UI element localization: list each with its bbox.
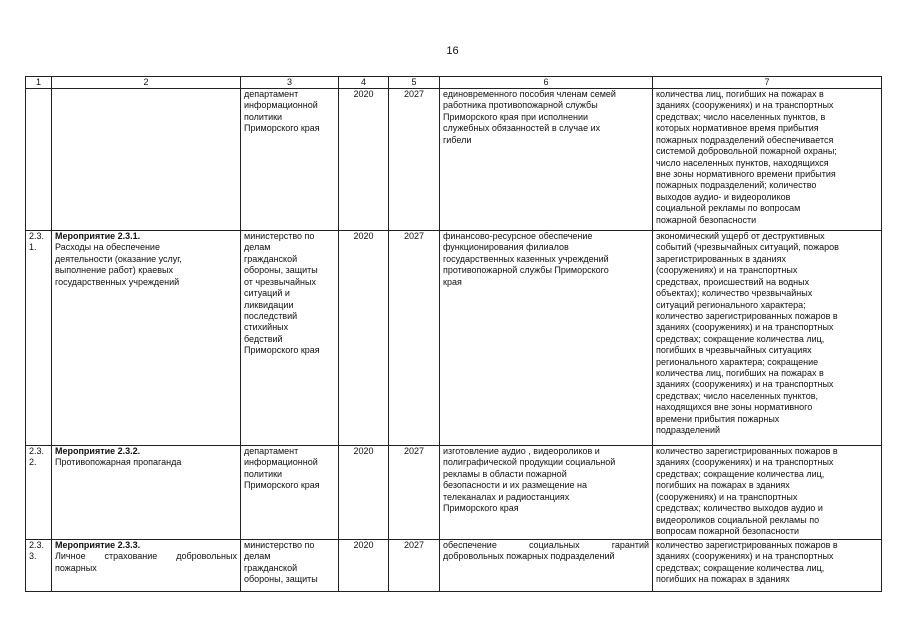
column-header-6: 6 <box>440 77 653 89</box>
header-row <box>26 77 882 89</box>
measure-description: Противопожарная пропаганда <box>55 457 182 468</box>
column-header-7: 7 <box>653 77 882 89</box>
responsible-executor: министерство по делам гражданской обороны, защиты от чрезвычайных ситуаций и ликвидации последствий стихийных бедствий Приморского края <box>241 231 339 446</box>
measures-table <box>25 76 882 592</box>
responsible-executor: департамент информационной политики Приморского края <box>241 89 339 231</box>
row-number: 2.3. 1. <box>26 231 52 446</box>
start-year: 2020 <box>339 540 389 592</box>
row-number <box>26 89 52 231</box>
start-year: 2020 <box>339 231 389 446</box>
responsible-executor: департамент информационной политики Приморского края <box>241 446 339 540</box>
column-header-1: 1 <box>26 77 52 89</box>
expected-result: обеспечение социальных гарантий добровольных пожарных подразделений <box>440 540 653 592</box>
measure-description: Расходы на обеспечение деятельности (оказание услуг, выполнение работ) краевых государственных учреждений <box>55 242 182 287</box>
column-header-4: 4 <box>339 77 389 89</box>
table-row <box>26 89 882 231</box>
end-year: 2027 <box>389 540 440 592</box>
column-header-5: 5 <box>389 77 440 89</box>
start-year: 2020 <box>339 446 389 540</box>
measure-title: Мероприятие 2.3.2. <box>55 446 141 456</box>
end-year: 2027 <box>389 446 440 540</box>
indicators: количество зарегистрированных пожаров в зданиях (сооружениях) и на транспортных средствах; сокращение количества лиц, погибших на пожарах в зданиях <box>653 540 882 592</box>
measure-cell <box>52 446 241 540</box>
page-number: 16 <box>446 45 459 57</box>
table-row <box>26 231 882 446</box>
measure-title: Мероприятие 2.3.3. <box>55 540 141 550</box>
expected-result: единовременного пособия членам семей работника противопожарной службы Приморского края при исполнении служебных обязанностей в случае их гибели <box>440 89 653 231</box>
measure-description: Личное страхование добровольных пожарных <box>55 551 237 573</box>
responsible-executor: министерство по делам гражданской обороны, защиты <box>241 540 339 592</box>
expected-result: изготовление аудио , видеороликов и полиграфической продукции социальной рекламы в области пожарной безопасности и их размещение на телеканалах и радиостанциях Приморского края <box>440 446 653 540</box>
start-year: 2020 <box>339 89 389 231</box>
measure-title: Мероприятие 2.3.1. <box>55 231 141 241</box>
column-header-3: 3 <box>241 77 339 89</box>
row-number: 2.3. 2. <box>26 446 52 540</box>
measure-cell <box>52 540 241 592</box>
table-row <box>26 540 882 592</box>
row-number: 2.3. 3. <box>26 540 52 592</box>
indicators: количества лиц, погибших на пожарах в зданиях (сооружениях) и на транспортных средствах; число населенных пунктов, в которых нормативное время прибытия пожарных подразделений обеспечивается системой добровольной пожарной охраны; число населенных пунктов, находящихся вне зоны нормативного времени прибытия пожарных подразделений; количество выходов аудио- и видеороликов социальной рекламы по вопросам пожарной безопасности <box>653 89 882 231</box>
expected-result: финансово-ресурсное обеспечение функционирования филиалов государственных казенных учреждений противопожарной службы Приморского края <box>440 231 653 446</box>
end-year: 2027 <box>389 231 440 446</box>
indicators: экономический ущерб от деструктивных событий (чрезвычайных ситуаций, пожаров зарегистрированных в зданиях (сооружениях) и на транспортных средствах, происшествий на водных объектах); количество чрезвычайных ситуаций регионального характера; количество зарегистрированных пожаров в зданиях (сооружениях) и на транспортных средствах; сокращение количества лиц, погибших в чрезвычайных ситуациях регионального характера; сокращение количества лиц, погибших на пожарах в зданиях (сооружениях) и на транспортных средствах; число населенных пунктов, находящихся вне зоны нормативного времени прибытия пожарных подразделений <box>653 231 882 446</box>
measure-cell <box>52 231 241 446</box>
column-header-2: 2 <box>52 77 241 89</box>
end-year: 2027 <box>389 89 440 231</box>
indicators: количество зарегистрированных пожаров в зданиях (сооружениях) и на транспортных средствах; сокращение количества лиц, погибших на пожарах в зданиях (сооружениях) и на транспортных средствах; количество выходов аудио и видеороликов социальной рекламы по вопросам пожарной безопасности <box>653 446 882 540</box>
measure-cell <box>52 89 241 231</box>
table-row <box>26 446 882 540</box>
